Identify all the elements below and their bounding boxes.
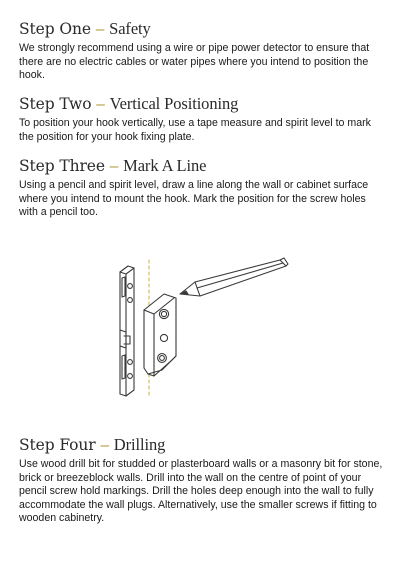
pencil-icon bbox=[180, 258, 288, 296]
title-separator: – bbox=[100, 437, 109, 454]
step-one-body: We strongly recommend using a wire or pipe power detector to ensure that there are no electric cables or water pipes where you intend to position the hook. bbox=[19, 42, 370, 81]
step-name: Safety bbox=[109, 19, 151, 38]
step-number: Step One bbox=[19, 20, 91, 38]
step-two-body: To position your hook vertically, use a tape measure and spirit level to mark the position for your hook fixing plate. bbox=[19, 117, 371, 143]
step-name: Drilling bbox=[113, 435, 166, 454]
step-four-title bbox=[19, 435, 383, 456]
step-number: Step Two bbox=[19, 95, 92, 113]
step-two-title bbox=[19, 94, 383, 115]
title-separator: – bbox=[95, 21, 105, 38]
step-one-title bbox=[19, 19, 383, 40]
fixing-plate-icon bbox=[144, 294, 176, 376]
step-three-section bbox=[19, 156, 383, 220]
step-three-body: Using a pencil and spirit level, draw a line along the wall or cabinet surface where you intend to mount the hook. Mark the position for the screw holes with a pencil too. bbox=[19, 179, 369, 218]
title-separator: – bbox=[109, 158, 119, 175]
hook-plate-pencil-illustration bbox=[100, 252, 300, 402]
mounting-rail-icon bbox=[120, 266, 134, 396]
step-four-section bbox=[19, 435, 383, 526]
step-name: Vertical Positioning bbox=[109, 94, 239, 113]
step-name: Mark A Line bbox=[123, 156, 207, 175]
step-four-body: Use wood drill bit for studded or plasterboard walls or a masonry bit for stone, brick or breezeblock walls. Drill into the wall on the centre of point of your pencil screw hold markings. Drill the holes deep enough into the wall to fully accommodate the wall plugs. Alternatively, use the smaller screws if fitting to wooden cabinetry. bbox=[19, 458, 383, 524]
title-separator: – bbox=[96, 96, 105, 113]
step-number: Step Three bbox=[19, 157, 105, 175]
step-three-title bbox=[19, 156, 383, 177]
step-two-section bbox=[19, 94, 383, 144]
step-one-section bbox=[19, 19, 383, 83]
step-number: Step Four bbox=[19, 436, 96, 454]
